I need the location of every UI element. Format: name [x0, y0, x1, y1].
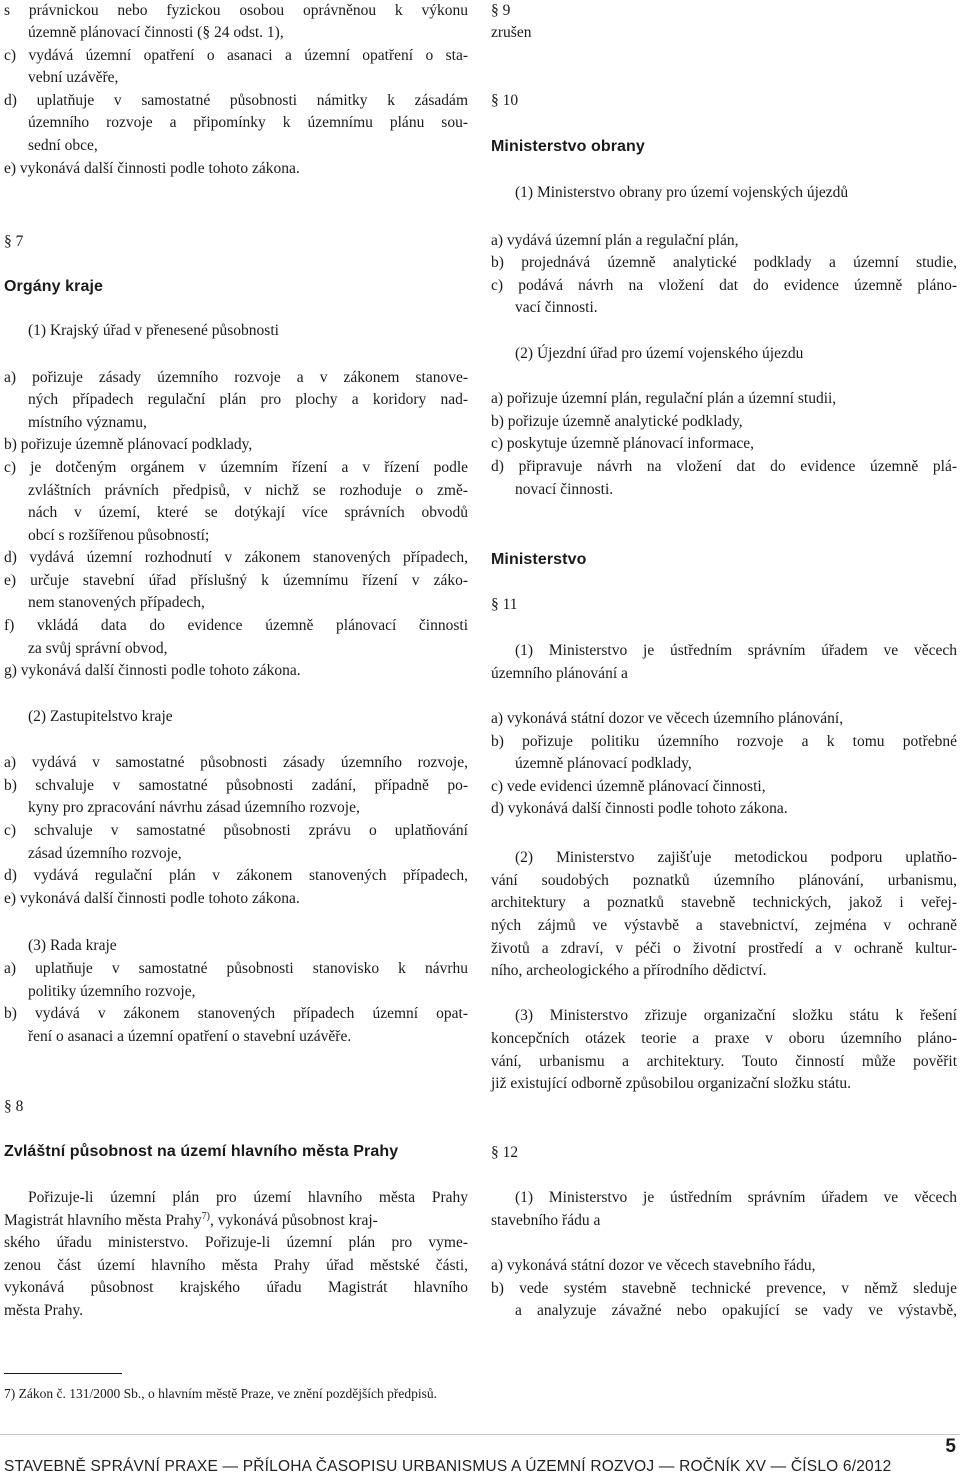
section-number: § 11 — [491, 596, 518, 613]
text-line: sední obce, — [28, 137, 98, 154]
text-line: nem stanovených případech, — [28, 594, 205, 611]
text-line: c) poskytuje územně plánovací informace, — [491, 435, 754, 452]
footnote: 7) Zákon č. 131/2000 Sb., o hlavním městě Praze, ve znění pozdějších předpisů. — [4, 1386, 438, 1401]
footnote-ref: 7) — [201, 1211, 210, 1222]
text-line: d) připravuje návrh na vložení dat do evidence územně plá- — [491, 458, 957, 475]
text-line: a) vydává v samostatné působnosti zásady územního rozvoje, — [4, 754, 468, 771]
text-line: b) pořizuje územně plánovací podklady, — [4, 436, 253, 453]
paragraph-head: (1) Krajský úřad v přenesené působnosti — [28, 322, 279, 339]
text-line: města Prahy. — [4, 1302, 84, 1319]
text-line: a analyzuje závažné nebo opakující se vady ve výstavbě, — [515, 1302, 957, 1319]
text-line: zvláštních právních předpisů, v nichž se rozhoduje o změ- — [28, 482, 468, 499]
text-line: e) určuje stavební úřad příslušný k územnímu řízení v záko- — [4, 572, 468, 589]
paragraph-head: (1) Ministerstvo je ústředním správním úřadem ve věcech — [515, 642, 957, 659]
text-line: politiky územního rozvoje, — [28, 983, 196, 1000]
text-fragment: Magistrát hlavního města Prahy — [4, 1212, 202, 1229]
text-line: d) uplatňuje v samostatné působnosti námitky k zásadám — [4, 92, 468, 109]
text-line: c) schvaluje v samostatné působnosti zprávu o uplatňování — [4, 822, 468, 839]
text-line: d) vydává regulační plán v zákonem stanovených případech, — [4, 867, 468, 884]
section-title: Ministerstvo obrany — [491, 138, 645, 155]
text-line: architektury a poznatků stavebně technických, jakož i veřej- — [491, 894, 957, 911]
paragraph-head: (2) Zastupitelstvo kraje — [28, 708, 173, 725]
text-line: kyny pro zpracování návrhu zásad územního rozvoje, — [28, 799, 360, 816]
text-line: zásad územního rozvoje, — [28, 845, 182, 862]
text-line: c) vydává územní opatření o asanaci a územní opatření o sta- — [4, 47, 468, 64]
text-line: za svůj správní obvod, — [28, 640, 168, 657]
text-line: vací činnosti. — [515, 299, 598, 316]
footer-rule — [0, 1434, 960, 1435]
page-number: 5 — [945, 1436, 956, 1457]
paragraph-head: (1) Ministerstvo obrany pro území vojenských újezdů — [515, 184, 849, 201]
text-line: již existující odborně způsobilou organizační složku státu. — [491, 1075, 852, 1092]
section-title: Ministerstvo — [491, 551, 587, 568]
text-line: vání, urbanismu a architektury. Touto činností může pověřit — [491, 1053, 957, 1070]
text-line: c) je dotčeným orgánem v územním řízení a v řízení podle — [4, 459, 468, 476]
text-line: f) vkládá data do evidence územně plánovací činnosti — [4, 617, 468, 634]
text-line: ných zájmů ve výstavbě a stavebnictví, zejména v ochraně — [491, 917, 957, 934]
section-number: § 10 — [491, 92, 519, 109]
text-line: a) vydává územní plán a regulační plán, — [491, 232, 739, 249]
text-line: d) vykonává další činnosti podle tohoto zákona. — [491, 800, 788, 817]
text-line: b) pořizuje územně analytické podklady, — [491, 413, 743, 430]
text-line: nách v území, které se dotýkají více správních obvodů — [28, 504, 468, 521]
text-line: vební uzávěře, — [28, 69, 119, 86]
text-line: vání soudobých poznatků územního plánování, urbanismu, — [491, 872, 957, 889]
text-line: c) podává návrh na vložení dat do evidence územně pláno- — [491, 277, 957, 294]
text-line: územně plánovací činnosti (§ 24 odst. 1), — [28, 24, 284, 41]
text-line: ření o asanaci a územní opatření o stavební uzávěře. — [28, 1028, 352, 1045]
text-line: (3) Ministerstvo zřizuje organizační složku státu k řešení — [515, 1007, 957, 1024]
text-line: a) vykonává státní dozor ve věcech stavebního řádu, — [491, 1257, 816, 1274]
section-title: Zvláštní působnost na území hlavního města Prahy — [4, 1143, 399, 1160]
text-line: b) pořizuje politiku územního rozvoje a k tomu potřebné — [491, 733, 957, 750]
text-line: koncepčních otázek teorie a praxe v oboru územního pláno- — [491, 1030, 957, 1047]
text-line: a) vykonává státní dozor ve věcech územního plánování, — [491, 710, 844, 727]
text-line: místního významu, — [28, 414, 147, 431]
section-number: § 12 — [491, 1144, 519, 1161]
section-text: zrušen — [491, 24, 532, 41]
text-fragment: , vykonává působnost kraj- — [209, 1212, 378, 1229]
text-line: Pořizuje-li územní plán pro území hlavního města Prahy — [28, 1189, 468, 1206]
text-line: ského úřadu ministerstvo. Pořizuje-li územní plán pro vyme- — [4, 1234, 468, 1251]
section-number: § 9 — [491, 2, 511, 19]
text-line: a) uplatňuje v samostatné působnosti stanovisko k návrhu — [4, 960, 468, 977]
section-title: Orgány kraje — [4, 278, 104, 295]
paragraph-head: (2) Újezdní úřad pro území vojenského újezdu — [515, 345, 804, 362]
text-line: a) pořizuje územní plán, regulační plán a územní studii, — [491, 390, 837, 407]
text-line: s právnickou nebo fyzickou osobou oprávněnou k výkonu — [4, 2, 468, 19]
text-line: (2) Ministerstvo zajišťuje metodickou podporu uplatňo- — [515, 849, 957, 866]
text-line: b) schvaluje v samostatné působnosti zadání, případně po- — [4, 777, 468, 794]
text-line: územního rozvoje a připomínky k územnímu plánu sou- — [28, 114, 468, 131]
paragraph-head: (3) Rada kraje — [28, 937, 117, 954]
footnote-rule — [4, 1373, 122, 1374]
paragraph-head: územního plánování a — [491, 665, 628, 682]
text-line: e) vykonává další činnosti podle tohoto zákona. — [4, 160, 300, 177]
text-line: c) vede evidenci územně plánovací činnosti, — [491, 778, 766, 795]
text-line: územně plánovací podklady, — [515, 755, 692, 772]
text-line: ných případech regulační plán pro plochy a koridory nad- — [28, 391, 468, 408]
paragraph-head: stavebního řádu a — [491, 1212, 601, 1229]
text-line: životů a zdraví, v péči o životní prostředí a v ochraně kultur- — [491, 940, 957, 957]
text-line: g) vykonává další činnosti podle tohoto zákona. — [4, 662, 301, 679]
text-line: novací činnosti. — [515, 481, 614, 498]
section-number: § 8 — [4, 1098, 24, 1115]
text-line: zenou část území hlavního města Prahy úřad městské části, — [4, 1257, 468, 1274]
text-line: obcí s rozšířenou působností; — [28, 527, 210, 544]
text-line: b) vydává v zákonem stanovených případech územní opat- — [4, 1005, 468, 1022]
text-line: ního, archeologického a přírodního dědictví. — [491, 962, 767, 979]
text-line: d) vydává územní rozhodnutí v zákonem stanovených případech, — [4, 549, 468, 566]
text-line: b) vede systém stavebně technické prevence, v němž sleduje — [491, 1280, 957, 1297]
text-line: e) vykonává další činnosti podle tohoto zákona. — [4, 890, 300, 907]
paragraph-head: (1) Ministerstvo je ústředním správním úřadem ve věcech — [515, 1189, 957, 1206]
text-line: a) pořizuje zásady územního rozvoje a v zákonem stanove- — [4, 369, 468, 386]
text-line: b) projednává územně analytické podklady a územní studie, — [491, 254, 957, 271]
running-footer: STAVEBNĚ SPRÁVNÍ PRAXE — PŘÍLOHA ČASOPISU URBANISMUS A ÚZEMNÍ ROZVOJ — ROČNÍK XV — ČÍSLO 6/2012 — [4, 1458, 892, 1475]
section-number: § 7 — [4, 233, 24, 250]
text-line: vykonává působnost krajského úřadu Magistrát hlavního — [4, 1279, 468, 1296]
